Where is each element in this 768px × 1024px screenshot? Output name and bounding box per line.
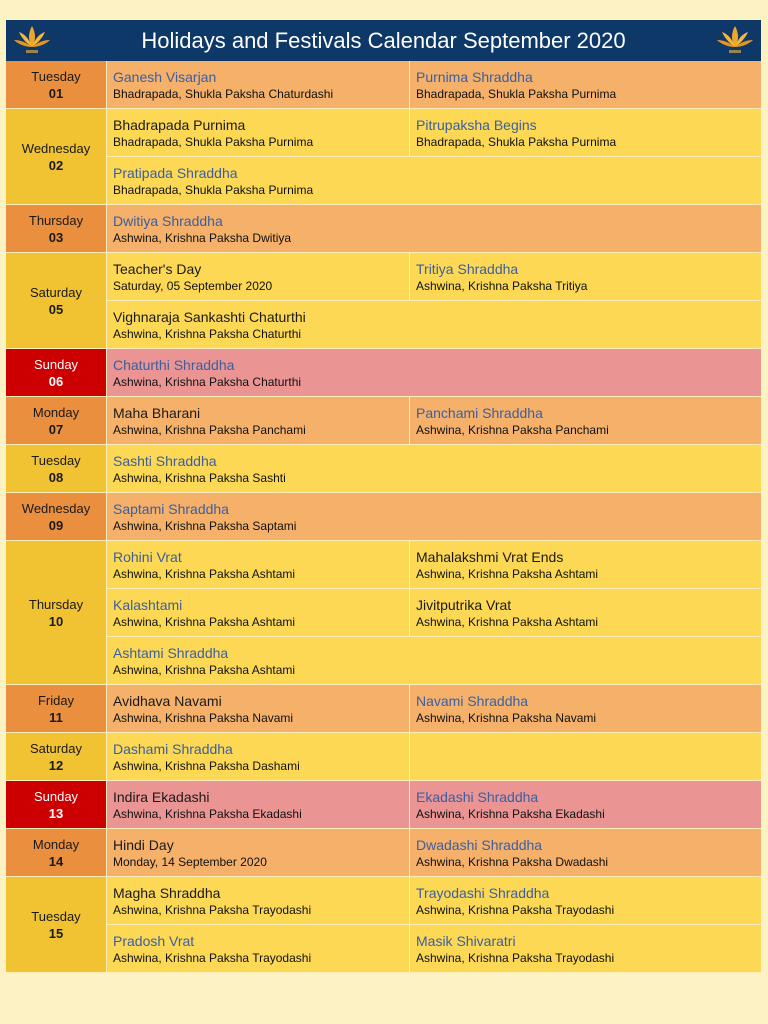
event-name: Jivitputrika Vrat xyxy=(416,597,512,613)
event-link[interactable]: Purnima Shraddha xyxy=(416,69,533,85)
date-cell xyxy=(6,829,107,876)
weekday-label: Friday xyxy=(37,692,75,708)
event-detail: Ashwina, Krishna Paksha Ashtami xyxy=(416,615,599,629)
weekday-label: Wednesday xyxy=(21,140,91,156)
date-cell xyxy=(6,397,107,444)
date-number: 15 xyxy=(48,925,64,941)
event-link[interactable]: Dashami Shraddha xyxy=(113,741,233,757)
event-cell xyxy=(107,877,410,924)
date-cell xyxy=(6,205,107,252)
date-number: 11 xyxy=(49,709,63,725)
event-detail: Ashwina, Krishna Paksha Saptami xyxy=(113,519,297,533)
calendar-header xyxy=(6,20,761,61)
event-row xyxy=(107,157,761,204)
event-link[interactable]: Rohini Vrat xyxy=(113,549,182,565)
event-cell[interactable] xyxy=(410,253,761,300)
event-row xyxy=(107,589,761,637)
event-cell[interactable] xyxy=(410,781,761,828)
weekday-label: Saturday xyxy=(29,740,83,756)
day-row xyxy=(6,781,761,829)
event-cell xyxy=(107,685,410,732)
event-cell[interactable] xyxy=(410,397,761,444)
event-detail: Ashwina, Krishna Paksha Panchami xyxy=(113,423,306,437)
event-cell[interactable] xyxy=(107,493,761,540)
event-link[interactable]: Trayodashi Shraddha xyxy=(416,885,550,901)
date-cell xyxy=(6,349,107,396)
day-row xyxy=(6,349,761,397)
day-row xyxy=(6,829,761,877)
event-row xyxy=(107,397,761,444)
event-cell xyxy=(107,301,761,348)
event-cell[interactable] xyxy=(410,109,761,156)
event-detail: Ashwina, Krishna Paksha Ekadashi xyxy=(416,807,605,821)
event-link[interactable]: Pradosh Vrat xyxy=(113,933,195,949)
date-number: 03 xyxy=(48,229,64,245)
event-cell[interactable] xyxy=(410,877,761,924)
event-link[interactable]: Dwadashi Shraddha xyxy=(416,837,543,853)
event-row xyxy=(107,829,761,876)
event-cell xyxy=(107,829,410,876)
event-detail: Ashwina, Krishna Paksha Navami xyxy=(113,711,294,725)
weekday-label: Thursday xyxy=(28,212,84,228)
date-number: 13 xyxy=(48,805,64,821)
event-cell xyxy=(410,541,761,588)
event-cell[interactable] xyxy=(107,349,761,396)
event-cell[interactable] xyxy=(107,637,761,684)
event-row xyxy=(107,253,761,301)
event-name: Maha Bharani xyxy=(113,405,201,421)
event-cell[interactable] xyxy=(107,61,410,108)
event-detail: Ashwina, Krishna Paksha Ashtami xyxy=(113,567,296,581)
event-detail: Ashwina, Krishna Paksha Ashtami xyxy=(416,567,599,581)
event-cell[interactable] xyxy=(107,589,410,636)
date-number: 09 xyxy=(48,517,64,533)
weekday-label: Wednesday xyxy=(21,500,91,516)
event-name: Hindi Day xyxy=(113,837,174,853)
event-detail: Ashwina, Krishna Paksha Chaturthi xyxy=(113,375,302,389)
event-detail: Bhadrapada, Shukla Paksha Chaturdashi xyxy=(113,87,334,101)
event-row xyxy=(107,637,761,684)
date-cell xyxy=(6,733,107,780)
event-name: Indira Ekadashi xyxy=(113,789,210,805)
day-row xyxy=(6,397,761,445)
event-cell xyxy=(107,781,410,828)
event-cell[interactable] xyxy=(107,157,761,204)
event-name: Magha Shraddha xyxy=(113,885,221,901)
event-link[interactable]: Saptami Shraddha xyxy=(113,501,229,517)
event-cell[interactable] xyxy=(107,733,410,780)
event-link[interactable]: Kalashtami xyxy=(113,597,183,613)
weekday-label: Monday xyxy=(32,404,80,420)
weekday-label: Sunday xyxy=(33,356,79,372)
day-row xyxy=(6,877,761,973)
event-detail: Ashwina, Krishna Paksha Ekadashi xyxy=(113,807,302,821)
event-link[interactable]: Ekadashi Shraddha xyxy=(416,789,539,805)
date-cell xyxy=(6,253,107,348)
event-row xyxy=(107,541,761,589)
weekday-label: Monday xyxy=(32,836,80,852)
event-link[interactable]: Tritiya Shraddha xyxy=(416,261,519,277)
event-name: Mahalakshmi Vrat Ends xyxy=(416,549,564,565)
date-cell xyxy=(6,61,107,108)
event-link[interactable]: Ganesh Visarjan xyxy=(113,69,217,85)
weekday-label: Thursday xyxy=(28,596,84,612)
event-link[interactable]: Panchami Shraddha xyxy=(416,405,543,421)
lotus-logo-icon xyxy=(12,23,52,57)
date-cell xyxy=(6,109,107,204)
page-title: Holidays and Festivals Calendar September 2020 xyxy=(141,27,626,53)
event-cell[interactable] xyxy=(410,685,761,732)
event-cell[interactable] xyxy=(410,829,761,876)
event-detail: Ashwina, Krishna Paksha Ashtami xyxy=(113,615,296,629)
event-link[interactable]: Ashtami Shraddha xyxy=(113,645,229,661)
event-row xyxy=(107,445,761,492)
date-number: 02 xyxy=(48,157,64,173)
date-number: 14 xyxy=(48,853,64,869)
weekday-label: Tuesday xyxy=(31,908,81,924)
event-cell xyxy=(107,397,410,444)
weekday-label: Saturday xyxy=(29,284,83,300)
day-row xyxy=(6,109,761,205)
event-link[interactable]: Navami Shraddha xyxy=(416,693,529,709)
event-row xyxy=(107,733,761,780)
event-link[interactable]: Masik Shivaratri xyxy=(416,933,516,949)
event-cell[interactable] xyxy=(410,61,761,108)
event-name: Avidhava Navami xyxy=(113,693,222,709)
event-detail: Ashwina, Krishna Paksha Dwitiya xyxy=(113,231,292,245)
event-detail: Ashwina, Krishna Paksha Trayodashi xyxy=(416,951,615,965)
event-detail: Ashwina, Krishna Paksha Dashami xyxy=(113,759,300,773)
event-name: Bhadrapada Purnima xyxy=(113,117,246,133)
event-link[interactable]: Pratipada Shraddha xyxy=(113,165,238,181)
event-detail: Ashwina, Krishna Paksha Tritiya xyxy=(416,279,588,293)
event-detail: Bhadrapada, Shukla Paksha Purnima xyxy=(416,87,617,101)
date-cell xyxy=(6,685,107,732)
event-detail: Ashwina, Krishna Paksha Navami xyxy=(416,711,597,725)
date-cell xyxy=(6,445,107,492)
event-cell[interactable] xyxy=(107,925,410,972)
date-number: 06 xyxy=(48,373,64,389)
day-row xyxy=(6,445,761,493)
event-detail: Ashwina, Krishna Paksha Dwadashi xyxy=(416,855,609,869)
calendar-table xyxy=(6,61,761,973)
event-row xyxy=(107,493,761,540)
event-link[interactable]: Chaturthi Shraddha xyxy=(113,357,235,373)
event-detail: Monday, 14 September 2020 xyxy=(113,855,267,869)
event-row xyxy=(107,781,761,828)
day-row xyxy=(6,541,761,685)
weekday-label: Tuesday xyxy=(31,68,81,84)
event-detail: Ashwina, Krishna Paksha Trayodashi xyxy=(113,903,312,917)
event-detail: Bhadrapada, Shukla Paksha Purnima xyxy=(113,135,314,149)
date-number: 12 xyxy=(48,757,64,773)
event-detail: Ashwina, Krishna Paksha Ashtami xyxy=(113,663,296,677)
day-row xyxy=(6,61,761,109)
event-detail: Bhadrapada, Shukla Paksha Purnima xyxy=(416,135,617,149)
event-name: Teacher's Day xyxy=(113,261,202,277)
date-number: 07 xyxy=(48,421,64,437)
lotus-logo-icon xyxy=(715,23,755,57)
event-detail: Saturday, 05 September 2020 xyxy=(113,279,273,293)
day-row xyxy=(6,733,761,781)
event-row xyxy=(107,877,761,925)
event-cell xyxy=(410,589,761,636)
date-cell xyxy=(6,541,107,684)
date-number: 10 xyxy=(48,613,64,629)
day-row xyxy=(6,493,761,541)
date-cell xyxy=(6,493,107,540)
event-cell xyxy=(107,253,410,300)
event-row xyxy=(107,301,761,348)
date-number: 01 xyxy=(48,85,64,101)
event-link[interactable]: Pitrupaksha Begins xyxy=(416,117,537,133)
day-row xyxy=(6,205,761,253)
event-row xyxy=(107,205,761,252)
event-cell[interactable] xyxy=(410,925,761,972)
event-row xyxy=(107,685,761,732)
event-row xyxy=(107,925,761,972)
event-detail: Ashwina, Krishna Paksha Sashti xyxy=(113,471,286,485)
date-cell xyxy=(6,781,107,828)
date-cell xyxy=(6,877,107,972)
event-row xyxy=(107,349,761,396)
event-cell[interactable] xyxy=(107,205,761,252)
event-row xyxy=(107,61,761,108)
day-row xyxy=(6,685,761,733)
event-detail: Ashwina, Krishna Paksha Trayodashi xyxy=(113,951,312,965)
event-cell xyxy=(107,109,410,156)
date-number: 08 xyxy=(48,469,64,485)
event-detail: Ashwina, Krishna Paksha Trayodashi xyxy=(416,903,615,917)
weekday-label: Sunday xyxy=(33,788,79,804)
event-detail: Ashwina, Krishna Paksha Chaturthi xyxy=(113,327,302,341)
day-row xyxy=(6,253,761,349)
event-link[interactable]: Sashti Shraddha xyxy=(113,453,217,469)
event-cell[interactable] xyxy=(107,541,410,588)
event-detail: Ashwina, Krishna Paksha Panchami xyxy=(416,423,609,437)
event-detail: Bhadrapada, Shukla Paksha Purnima xyxy=(113,183,314,197)
event-cell[interactable] xyxy=(107,445,761,492)
event-row xyxy=(107,109,761,157)
event-link[interactable]: Dwitiya Shraddha xyxy=(113,213,223,229)
event-cell xyxy=(410,733,761,780)
date-number: 05 xyxy=(48,301,64,317)
event-name: Vighnaraja Sankashti Chaturthi xyxy=(113,309,306,325)
weekday-label: Tuesday xyxy=(31,452,81,468)
